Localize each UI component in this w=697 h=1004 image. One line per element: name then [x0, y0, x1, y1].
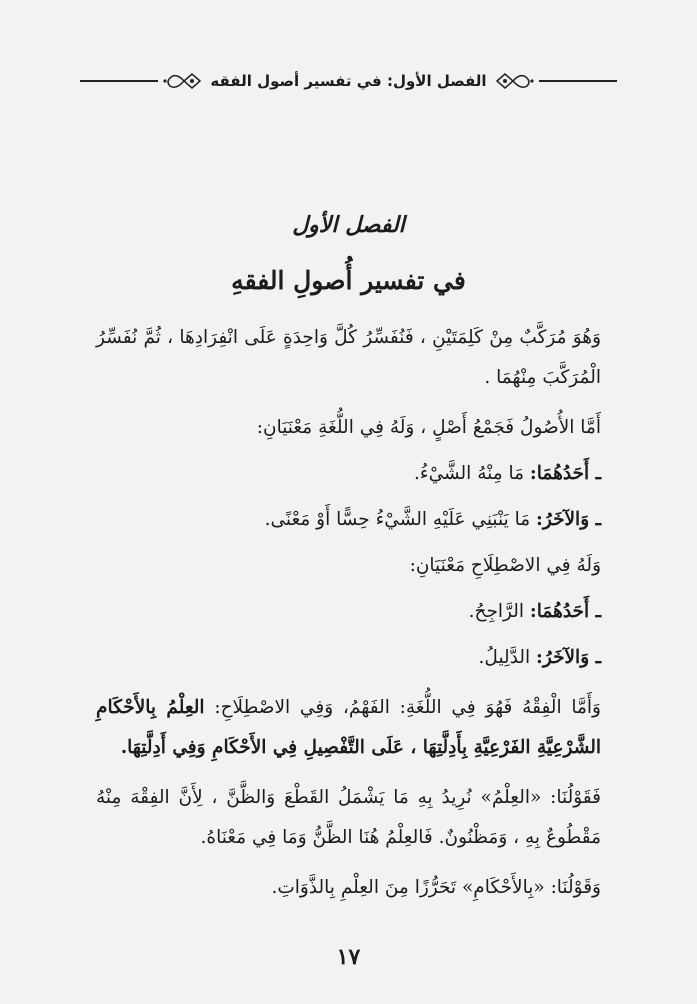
ornament-left-icon: [162, 70, 202, 92]
list-item-text: مَا مِنْهُ الشَّيْءُ.: [414, 463, 530, 484]
list-item-term-2: [96, 638, 601, 678]
running-header: [80, 66, 617, 96]
paragraph-ilm-explanation: فَقَوْلُنَا: «العِلْمُ» نُرِيدُ بِهِ مَا يَشْمَلُ القَطْعَ وَالظَّنَّ ، لِأَنَّ الفِقْهَ مِنْهُ مَقْطُوعٌ بِهِ ، وَمَظْنُونٌ. فَالعِلْمُ هُنَا الظَّنُّ وَمَا فِي مَعْنَاهُ.: [96, 787, 601, 848]
chapter-title: في تفسير أُصولِ الفقهِ: [231, 266, 466, 295]
paragraph-usul-term: وَلَهُ فِي الاصْطِلَاحِ مَعْنَيَانِ:: [409, 555, 601, 576]
paragraph-ahkam-explanation: وَقَوْلُنَا: «بِالأَحْكَامِ» تَحَرُّزًا مِنَ العِلْمِ بِالذَّوَاتِ.: [271, 877, 601, 898]
fiqh-definition-bold: العِلْمُ بِالأَحْكَامِ الشَّرْعِيَّةِ الفَرْعِيَّةِ بِأَدِلَّتِهَا ، عَلَى التَّفْصِيلِ فِي الأَحْكَامِ وَفِي أَدِلَّتِهَا.: [96, 697, 601, 758]
list-item-text: الرَّاجِحُ.: [468, 601, 530, 622]
paragraph-intro: وَهُوَ مُرَكَّبٌ مِنْ كَلِمَتَيْنِ ، فَنُفَسِّرُ كُلَّ وَاحِدَةٍ عَلَى انْفِرَادِهَا ، ثُمَّ نُفَسِّرُ الْمُرَكَّبَ مِنْهُمَا .: [96, 327, 601, 388]
ornament-right-icon: [495, 70, 535, 92]
body-text: [96, 318, 601, 918]
list-item-meaning-1: [96, 454, 601, 494]
list-item-term-1: [96, 592, 601, 632]
list-item-lead: ـ أَحَدُهُمَا:: [529, 601, 601, 622]
paragraph-usul-language: أَمَّا الأُصُولُ فَجَمْعُ أَصْلٍ ، وَلَهُ فِي اللُّغَةِ مَعْنَيَانِ:: [256, 417, 601, 438]
paragraph-fiqh-definition: [96, 688, 601, 768]
list-item-lead: ـ وَالآخَرُ:: [536, 509, 601, 530]
running-title: الفصل الأول: في تفسير أصول الفقه: [210, 72, 487, 90]
chapter-label: الفصل الأول: [292, 212, 405, 238]
fiqh-definition-intro: وَأَمَّا الْفِقْهُ فَهُوَ فِي اللُّغَةِ: الفَهْمُ، وَفِي الاصْطِلَاحِ:: [204, 697, 601, 718]
header-rule-right: [539, 80, 617, 82]
list-item-lead: ـ وَالآخَرُ:: [536, 647, 601, 668]
header-rule-left: [80, 80, 158, 82]
page-number: ١٧: [336, 944, 361, 970]
list-item-text: مَا يَنْبَنِي عَلَيْهِ الشَّيْءُ حِسًّا أَوْ مَعْنًى.: [264, 509, 537, 530]
list-item-text: الدَّلِيلُ.: [478, 647, 537, 668]
list-item-lead: ـ أَحَدُهُمَا:: [529, 463, 601, 484]
list-item-meaning-2: [96, 500, 601, 540]
